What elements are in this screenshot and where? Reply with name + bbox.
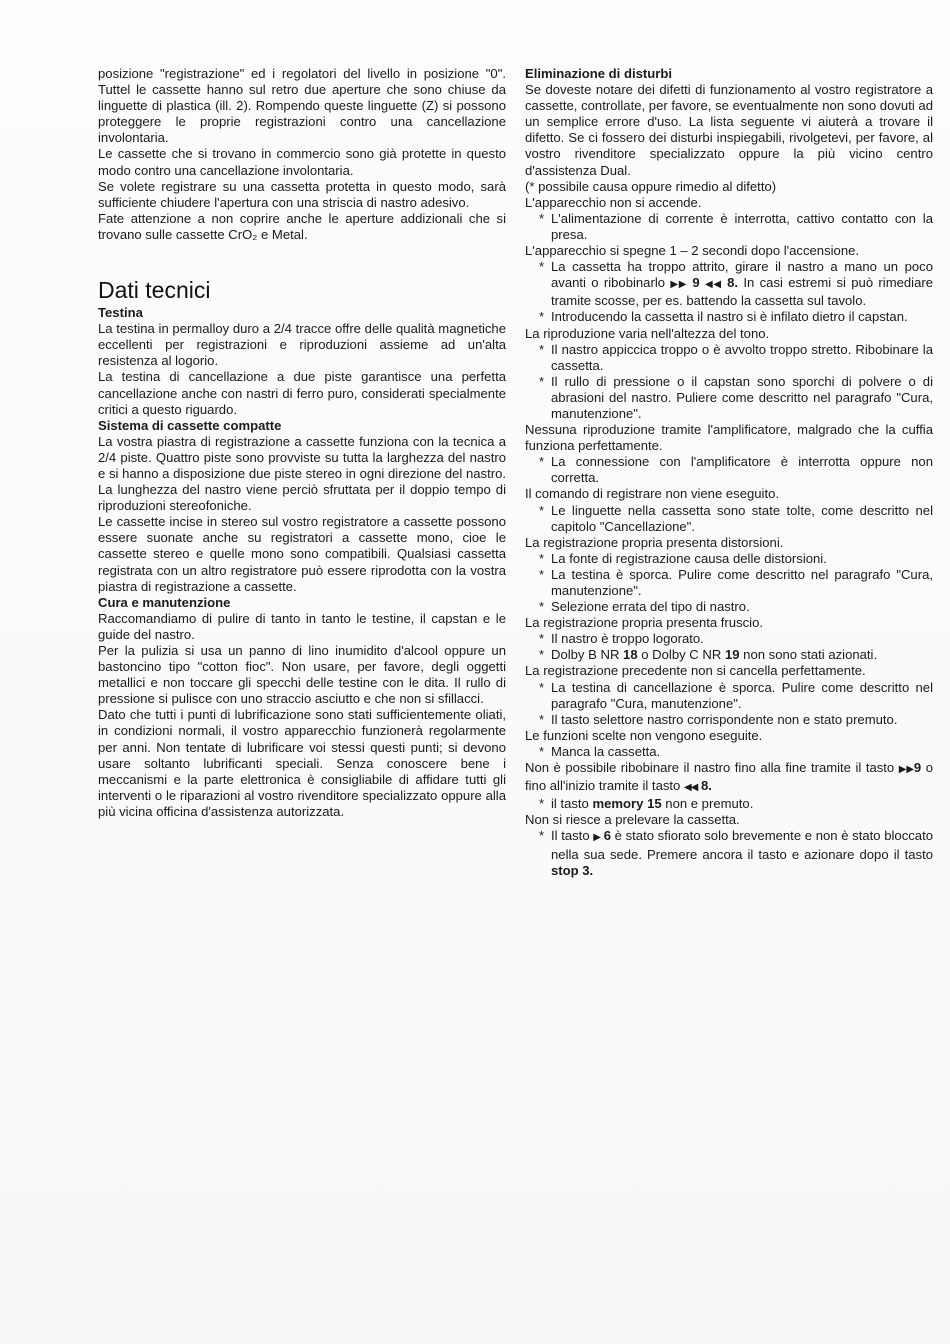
- solution-12: * Dolby B NR 18 o Dolby C NR 19 non sono stati azionati.: [539, 647, 878, 663]
- solution-13: * La testina di cancellazione è sporca. Pulire come descritto nel paragrafo "Cura, manutenzione".: [539, 679, 933, 711]
- testina-paragraph-1: La testina in permalloy duro a 2/4 tracce offre delle qualità magnetiche eccellenti per registrazioni e riproduzioni assieme ad un'alta resistenza al logorio.: [98, 321, 506, 369]
- problem-11: Non si riesce a prelevare la cassetta.: [525, 812, 740, 828]
- fast-forward-icon: ▶▶: [898, 764, 914, 776]
- troubleshooting-intro: Se doveste notare dei difetti di funzionamento al vostro registratore a cassette, controllate, per favore, se eventualmente non sono dovuti ad un semplice errore d'uso. La lista seguente vi aiuterà a trovare il difetto. Se ci fossero dei disturbi inspiegabili, rivolgetevi, per favore, al vostro rivenditore specializzato oppure la più vicino centro d'assistenza Dual.: [525, 82, 933, 178]
- rewind-icon: ◀◀: [705, 279, 722, 291]
- solution-10: * Selezione errata del tipo di nastro.: [539, 599, 750, 615]
- intro-paragraph-3: Se volete registrare su una cassetta protetta in questo modo, sarà sufficiente chiudere l'apertura con una striscia di nastro adesivo.: [98, 178, 506, 210]
- solution-6: * La connessione con l'amplificatore è interrotta oppure non corretta.: [539, 454, 933, 486]
- cura-paragraph-3: Dato che tutti i punti di lubrificazione sono stati sufficientemente oliati, in condizioni normali, il vostro apparecchio funzionerà regolarmente per anni. Non tentate di lubrificare voi stessi questi punti; si devono usare soltanto lubrificanti speciali. Senza conoscere bene i meccanismi e la parte elettronica è consigliabile di affidare tutti gli interventi o le riparazioni al vostro rivenditore specializzato oppure alla più vicina officina d'assistenza autorizzata.: [98, 707, 506, 819]
- solution-8: * La fonte di registrazione causa delle distorsioni.: [539, 550, 827, 566]
- intro-paragraph-1: posizione "registrazione" ed i regolatori del livello in posizione "0". Tuttel le cassette hanno sul retro due aperture che sono chiuse da linguette di plastica (ill. 2). Rompendo queste linguette (Z) si possono proteggere le proprie registrazioni contro una cancellazione involontaria.: [98, 66, 506, 146]
- solution-11: * Il nastro è troppo logorato.: [539, 631, 704, 647]
- troubleshooting-heading: Eliminazione di disturbi: [525, 66, 672, 81]
- solution-1: * L'alimentazione di corrente è interrotta, cattivo contatto con la presa.: [539, 210, 933, 242]
- solution-15: * Manca la cassetta.: [539, 743, 661, 759]
- cura-paragraph-2: Per la pulizia si usa un panno di lino inumidito d'alcool oppure un bastoncino tipo "cotton fioc". Non usare, per favore, degli oggetti metallici e non toccare gli specchi delle testine con le dita. Il rullo di pressione si pulisce con uno straccio asciutto e che non si sfillacci.: [98, 643, 506, 707]
- intro-paragraph-4: Fate attenzione a non coprire anche le aperture addizionali che si trovano sulle cassette CrO₂ e Metal.: [98, 210, 506, 242]
- testina-paragraph-2: La testina di cancellazione a due piste garantisce una perfetta cancellazione anche con nastri di ferro puro, considerati specialmente critici a questo riguardo.: [98, 369, 506, 417]
- problem-4: Nessuna riproduzione tramite l'amplificatore, malgrado che la cuffia funziona perfettamente.: [525, 422, 933, 454]
- solution-17: * Il tasto ▶ 6 è stato sfiorato solo brevemente e non è stato bloccato nella sua sede. Premere ancora il tasto e azionare dopo il tasto stop 3.: [539, 828, 933, 878]
- cura-paragraph-1: Raccomandiamo di pulire di tanto in tanto le testine, il capstan e le guide del nastro.: [98, 610, 506, 642]
- left-column: [98, 66, 506, 820]
- intro-paragraph-2: Le cassette che si trovano in commercio sono già protette in questo modo contro una cancellazione involontaria.: [98, 146, 506, 178]
- problem-9: Le funzioni scelte non vengono eseguite.: [525, 727, 763, 743]
- sistema-heading: Sistema di cassette compatte: [98, 417, 282, 433]
- problem-6: La registrazione propria presenta distorsioni.: [525, 534, 784, 550]
- problem-3: La riproduzione varia nell'altezza del tono.: [525, 325, 770, 341]
- problem-8: La registrazione precedente non si cancella perfettamente.: [525, 663, 866, 679]
- sistema-paragraph-1: La vostra piastra di registrazione a cassette funziona con la tecnica a 2/4 piste. Quattro piste sono provviste su tutta la larghezza del nastro e si hanno a disposizione due piste stereo in ogni direzione del nastro. La lunghezza del nastro viene perciò sfruttata per il doppio tempo di riproduzioni stereofoniche.: [98, 433, 506, 514]
- solution-14: * Il tasto selettore nastro corrispondente non e stato premuto.: [539, 711, 898, 727]
- right-column: [525, 66, 933, 879]
- problem-7: La registrazione propria presenta fruscio.: [525, 615, 763, 631]
- legend-note: (* possibile causa oppure rimedio al difetto): [525, 178, 777, 194]
- play-icon: ▶: [593, 832, 601, 844]
- solution-9: * La testina è sporca. Pulire come descritto nel paragrafo "Cura, manutenzione".: [539, 566, 933, 598]
- solution-3: * Introducendo la cassetta il nastro si è infilato dietro il capstan.: [539, 309, 908, 325]
- solution-16: * il tasto memory 15 non e premuto.: [539, 796, 754, 812]
- solution-4: * Il nastro appiccica troppo o è avvolto troppo stretto. Ribobinare la cassetta.: [539, 341, 933, 373]
- solution-7: * Le linguette nella cassetta sono state tolte, come descritto nel capitolo "Cancellazione".: [539, 502, 933, 534]
- section-title: Dati tecnici: [98, 277, 211, 304]
- sistema-paragraph-2: Le cassette incise in stereo sul vostro registratore a cassette possono essere suonate anche su registratori a cassette mono, cioe le cassette stereo e quelle mono sono compatibili. Qualsiasi cassetta registrata con un altro registratore può essere riprodotta con la vostra piastra di registrazione a cassette.: [98, 514, 506, 594]
- solution-5: * Il rullo di pressione o il capstan sono sporchi di polvere o di abrasioni del nastro. Puliere come descritto nel paragrafo "Cura, manutenzione".: [539, 373, 933, 421]
- problem-1: L'apparecchio non si accende.: [525, 194, 702, 210]
- fast-forward-icon: ▶▶: [670, 279, 688, 291]
- problem-5: Il comando di registrare non viene eseguito.: [525, 486, 780, 502]
- problem-2: L'apparecchio si spegne 1 – 2 secondi dopo l'accensione.: [525, 243, 860, 259]
- cura-heading: Cura e manutenzione: [98, 594, 231, 610]
- problem-10: Non è possibile ribobinare il nastro fino alla fine tramite il tasto ▶▶9 o fino all'inizio tramite il tasto ◀◀ 8.: [525, 760, 934, 794]
- solution-2: * La cassetta ha troppo attrito, girare il nastro a mano un poco avanti o ribobinarlo ▶▶ 9 ◀◀ 8. In casi estremi si può rimediare tramite scosse, per es. battendo la cassetta sul tavolo.: [539, 259, 933, 309]
- rewind-icon: ◀◀: [683, 782, 698, 794]
- testina-heading: Testina: [98, 305, 143, 321]
